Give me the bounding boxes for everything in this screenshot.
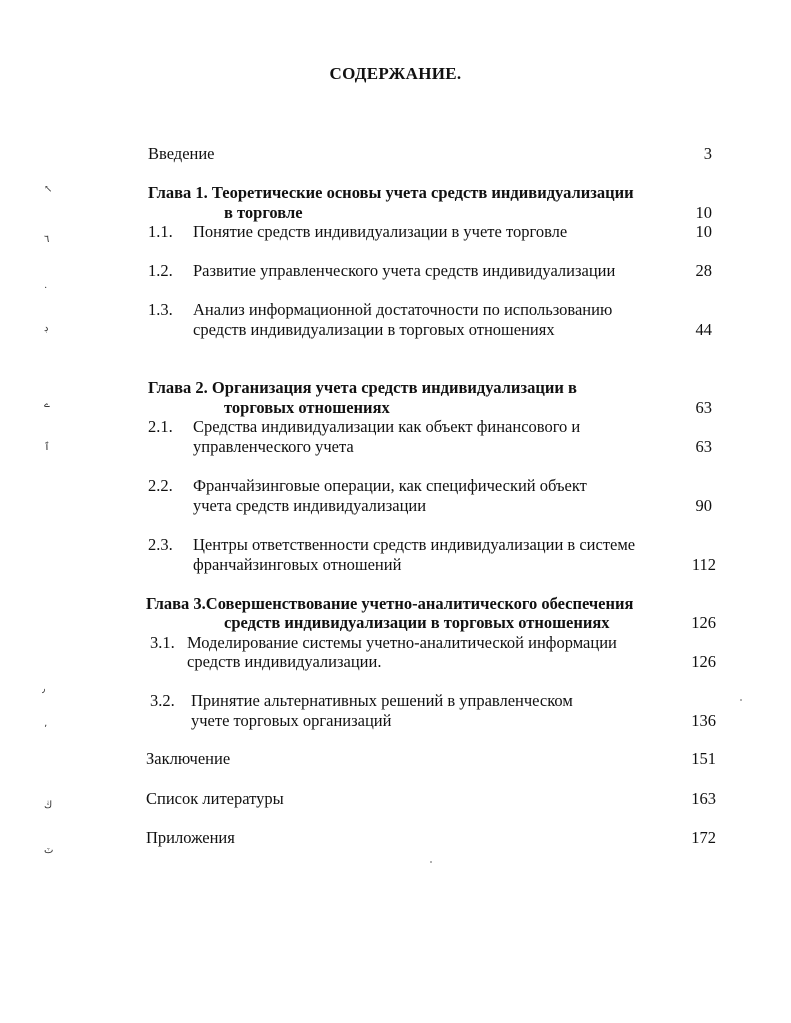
references-label: Список литературы [146, 789, 284, 808]
chapter2-page: 63 [695, 398, 712, 417]
scan-speck [740, 699, 742, 701]
section-1-2-number: 1.2. [148, 261, 173, 280]
section-2-2-number: 2.2. [148, 476, 173, 495]
margin-mark: ↖ [44, 184, 53, 195]
section-1-3-page: 44 [695, 320, 712, 339]
conclusion-label: Заключение [146, 749, 231, 768]
section-3-1-title-line1: Моделирование системы учетно-аналитической информации [187, 633, 617, 652]
margin-mark: ڊ [44, 323, 49, 334]
section-2-1-title-line1: Средства индивидуализации как объект финансового и [193, 417, 581, 436]
section-1-1-title: Понятие средств индивидуализации в учете торговле [193, 222, 568, 241]
margin-mark: ٦ [44, 234, 50, 245]
appendix-page: 172 [691, 828, 716, 847]
chapter3-title-line2: средств индивидуализации в торговых отношениях [224, 613, 610, 632]
section-2-2-title-line2: учета средств индивидуализации [193, 496, 427, 515]
section-2-3-title-line2: франчайзинговых отношений [193, 555, 402, 574]
chapter1-page: 10 [695, 203, 712, 222]
section-1-3-number: 1.3. [148, 300, 173, 319]
section-3-1-title-line2: средств индивидуализации. [187, 652, 382, 671]
section-3-2-page: 136 [691, 711, 716, 730]
section-1-1-number: 1.1. [148, 222, 173, 241]
chapter3-page: 126 [691, 613, 716, 632]
page-title: СОДЕРЖАНИЕ. [329, 64, 462, 83]
intro-label: Введение [148, 144, 215, 163]
margin-mark: ٫ [42, 684, 46, 695]
chapter1-title-line2: в торговле [224, 203, 303, 222]
appendix-label: Приложения [146, 828, 235, 847]
chapter1-title-line1: Глава 1. Теоретические основы учета средств индивидуализации [148, 183, 634, 202]
references-page: 163 [691, 789, 716, 808]
section-2-3-number: 2.3. [148, 535, 173, 554]
section-2-3-page: 112 [691, 555, 716, 574]
scan-speck [430, 861, 432, 863]
chapter2-title-line1: Глава 2. Организация учета средств индивидуализации в [148, 378, 577, 397]
chapter3-title-line1: Глава 3.Совершенствование учетно-аналитического обеспечения [146, 594, 634, 613]
section-2-1-number: 2.1. [148, 417, 173, 436]
margin-mark: ٽ [44, 845, 54, 856]
section-3-2-number: 3.2. [150, 691, 175, 710]
intro-page: 3 [703, 144, 712, 163]
section-1-2-title: Развитие управленческого учета средств индивидуализации [193, 261, 616, 280]
margin-mark: ٱ [44, 442, 50, 453]
section-2-2-page: 90 [695, 496, 712, 515]
section-1-2-page: 28 [695, 261, 712, 280]
margin-mark: ٬ [44, 724, 48, 735]
section-3-1-page: 126 [691, 652, 716, 671]
margin-mark: ے [44, 399, 50, 410]
margin-mark: ڬ [44, 800, 53, 811]
section-2-1-page: 63 [695, 437, 712, 456]
section-3-2-title-line1: Принятие альтернативных решений в управленческом [191, 691, 573, 710]
section-3-2-title-line2: учете торговых организаций [191, 711, 392, 730]
section-2-2-title-line1: Франчайзинговые операции, как специфический объект [193, 476, 587, 495]
conclusion-page: 151 [691, 749, 716, 768]
section-2-1-title-line2: управленческого учета [193, 437, 354, 456]
section-1-1-page: 10 [695, 222, 712, 241]
chapter2-title-line2: торговых отношениях [224, 398, 390, 417]
section-2-3-title-line1: Центры ответственности средств индивидуализации в системе [193, 535, 636, 554]
section-3-1-number: 3.1. [150, 633, 175, 652]
margin-mark: · [44, 283, 48, 294]
section-1-3-title-line2: средств индивидуализации в торговых отношениях [193, 320, 555, 339]
section-1-3-title-line1: Анализ информационной достаточности по использованию [193, 300, 613, 319]
